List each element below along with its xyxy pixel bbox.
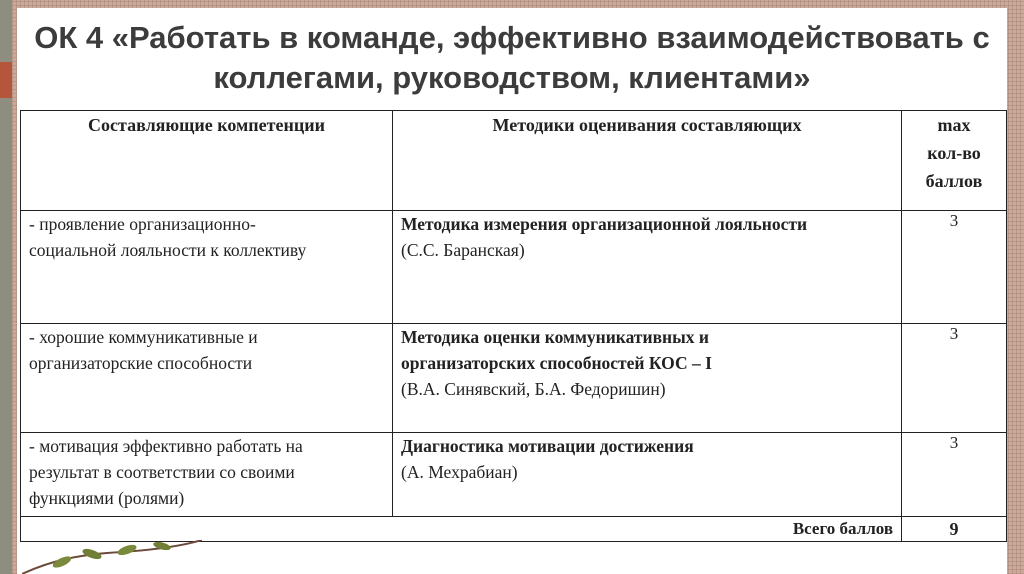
method-author: (В.А. Синявский, Б.А. Федоришин) <box>401 379 666 399</box>
component-text: - проявление организационно- <box>29 214 256 234</box>
table-row <box>21 433 1007 517</box>
component-cell <box>21 211 393 324</box>
title-line-1: ОК 4 «Работать в команде, эффективно взаимодействовать с <box>34 20 990 55</box>
component-text: результат в соответствии со своими <box>29 462 295 482</box>
method-title: организаторских способностей КОС – I <box>401 353 712 373</box>
slide-title <box>17 18 1007 98</box>
component-cell <box>21 324 393 433</box>
component-text: - хорошие коммуникативные и <box>29 327 258 347</box>
header-max-points <box>902 111 1007 211</box>
method-title: Методика оценки коммуникативных и <box>401 327 709 347</box>
table-header-row <box>21 111 1007 211</box>
decorative-plant-icon <box>22 540 202 574</box>
component-text: - мотивация эффективно работать на <box>29 436 303 456</box>
method-title: Методика измерения организационной лояльности <box>401 214 808 234</box>
header-points-line-3: баллов <box>925 171 983 191</box>
points-cell: 3 <box>902 211 1007 324</box>
component-text: организаторские способности <box>29 353 253 373</box>
header-points-line-1: max <box>937 115 971 135</box>
points-cell: 3 <box>902 433 1007 517</box>
table-row <box>21 211 1007 324</box>
component-text: функциями (ролями) <box>29 488 185 508</box>
points-cell: 3 <box>902 324 1007 433</box>
method-cell <box>393 324 902 433</box>
method-author: (А. Мехрабиан) <box>401 462 518 482</box>
competence-table <box>20 110 1007 542</box>
total-value: 9 <box>902 517 1007 542</box>
component-text: социальной лояльности к коллективу <box>29 240 307 260</box>
component-cell <box>21 433 393 517</box>
total-row <box>21 517 1007 542</box>
method-cell <box>393 433 902 517</box>
left-accent-block <box>0 62 12 98</box>
header-points-line-2: кол-во <box>927 143 981 163</box>
method-title: Диагностика мотивации достижения <box>401 436 694 456</box>
title-line-2: коллегами, руководством, клиентами» <box>213 60 811 95</box>
method-cell <box>393 211 902 324</box>
header-methods: Методики оценивания составляющих <box>393 111 902 211</box>
method-author: (С.С. Баранская) <box>401 240 525 260</box>
header-components: Составляющие компетенции <box>21 111 393 211</box>
total-label: Всего баллов <box>21 517 902 542</box>
table-row <box>21 324 1007 433</box>
